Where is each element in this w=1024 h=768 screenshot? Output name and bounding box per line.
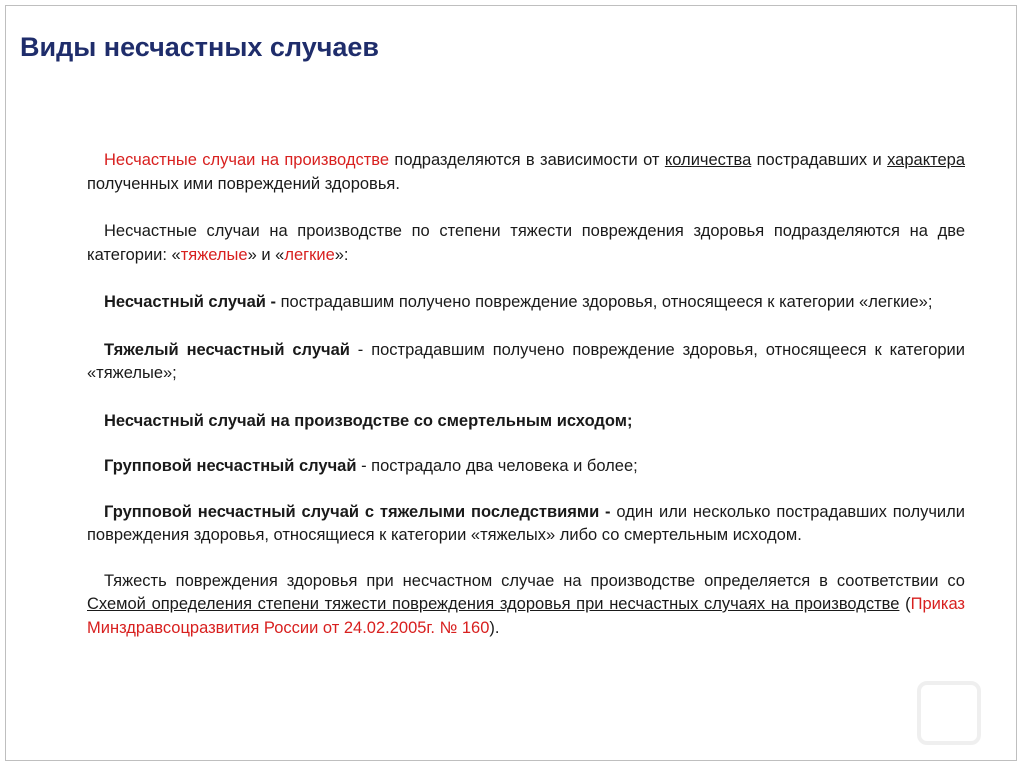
paragraph-intro [87,149,965,196]
definition-text: - пострадало два человека и более; [356,457,638,475]
term-character: характера [887,151,965,169]
paragraph-severity-scheme [87,570,965,641]
text-segment: »: [334,245,349,264]
definition-term: Несчастный случай - [104,293,277,311]
paragraph-accident-group [87,455,965,479]
text-segment: Несчастные случаи на производстве по степени тяжести повреждения здоровья подразделяются на две категории: « [87,222,965,264]
scheme-reference: Схемой определения степени тяжести повреждения здоровья при несчастных случаях на производстве [87,595,900,613]
category-severe: тяжелые [180,245,248,264]
definition-term: Групповой несчастный случай [104,457,357,475]
definition-term: Тяжелый несчастный случай [104,340,350,359]
category-light: легкие [284,245,335,264]
watermark-icon [914,678,984,748]
definition-text: один или несколько пострадавших получили повреждения здоровья, относящиеся к категории «тяжелых» либо со смертельным исходом. [87,502,965,544]
paragraph-accident-light [87,291,965,315]
term-accidents-at-work: Несчастные случаи на производстве [104,151,390,169]
text-segment: подразделяются в зависимости от [389,151,665,169]
definition-text: - пострадавшим получено повреждение здоровья, относящееся к категории «тяжелые»; [87,340,965,382]
text-segment: Тяжесть повреждения здоровья при несчастном случае на производстве определяется в соответствии со [104,571,965,590]
order-reference: Приказ Минздравсоцразвития России от 24.02.2005г. № 160 [87,595,965,637]
slide-content [87,149,965,664]
slide-title: Виды несчастных случаев [20,32,380,62]
text-segment: полученных ими повреждений здоровья. [87,174,400,193]
paragraph-accident-severe [87,339,965,386]
paragraph-accident-group-severe [87,501,965,548]
definition-text: пострадавшим получено повреждение здоровья, относящееся к категории «легкие»; [276,293,933,311]
term-quantity: количества [664,151,752,169]
paragraph-accident-fatal [87,410,965,434]
text-segment: » и « [247,245,285,264]
definition-term: Несчастный случай на производстве со смертельным исходом; [104,411,633,430]
paragraph-categories [87,220,965,267]
definition-term: Групповой несчастный случай с тяжелыми последствиями - [104,502,611,521]
text-segment: ). [489,618,500,637]
text-segment: ( [899,595,911,613]
text-segment: пострадавших и [751,151,888,169]
